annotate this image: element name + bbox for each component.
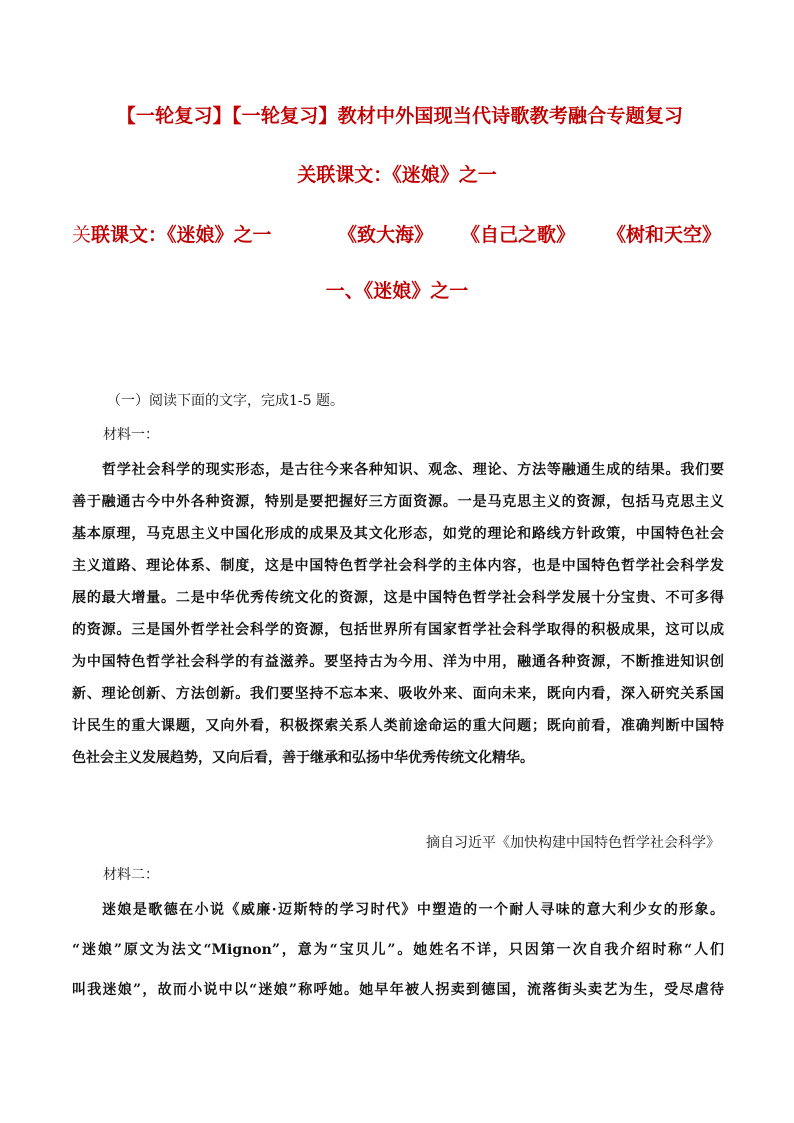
paragraph-line: 哲学社会科学的现实形态，是古往今来各种知识、观念、理论、方法等融通生成的结果。我们要 xyxy=(102,462,724,478)
related-item: 《树和天空》 xyxy=(607,224,722,246)
paragraph-line: 计民生的重大课题，又向外看，积极探索关系人类前途命运的重大问题；既向前看，准确判断中国特 xyxy=(72,718,724,734)
material-one-label: 材料一： xyxy=(103,427,159,443)
related-label: 联课文：《迷娘》之一 xyxy=(91,224,272,246)
material-two-label: 材料二： xyxy=(103,867,159,883)
paragraph-line: 色社会主义发展趋势，又向后看，善于继承和弘扬中华优秀传统文化精华。 xyxy=(72,750,534,766)
material-one-source: 摘自习近平《加快构建中国特色哲学社会科学》 xyxy=(426,835,720,851)
paragraph-line: 的资源。三是国外哲学社会科学的资源，包括世界所有国家哲学社会科学取得的积极成果，这可以成 xyxy=(72,622,724,638)
paragraph-line: 主义道路、理论体系、制度，这是中国特色哲学社会科学的主体内容，也是中国特色哲学社会科学发 xyxy=(72,558,724,574)
section-heading: 一、《迷娘》之一 xyxy=(325,280,469,302)
material-two-paragraph xyxy=(72,894,724,1014)
related-item: 《致大海》 xyxy=(338,224,434,246)
document-subtitle: 关联课文：《迷娘》之一 xyxy=(297,164,497,186)
paragraph-line: 善于融通古今中外各种资源，特别是要把握好三方面资源。一是马克思主义的资源，包括马克思主义 xyxy=(72,494,724,510)
question-instruction: （一）阅读下面的文字，完成1-5 题。 xyxy=(107,393,344,409)
material-one-paragraph xyxy=(72,454,724,774)
related-item: 《自己之歌》 xyxy=(461,224,576,246)
paragraph-line: 叫我迷娘”，故而小说中以“迷娘”称呼她。她早年被人拐卖到德国，流落街头卖艺为生，受尽虐待 xyxy=(72,982,724,998)
document-title: 【一轮复习】【一轮复习】教材中外国现当代诗歌教考融合专题复习 xyxy=(116,105,684,127)
paragraph-line: 为中国特色哲学社会科学的有益滋养。要坚持古为今用、洋为中用，融通各种资源，不断推进知识创 xyxy=(72,654,724,670)
paragraph-line: 新、理论创新、方法创新。我们要坚持不忘本来、吸收外来、面向未来，既向内看，深入研究关系国 xyxy=(72,686,724,702)
paragraph-line: “迷娘”原文为法文“Mignon”，意为“宝贝儿”。她姓名不详，只因第一次自我介绍时称“人们 xyxy=(72,942,724,958)
paragraph-line: 展的最大增量。二是中华优秀传统文化的资源，这是中国特色哲学社会科学发展十分宝贵、不可多得 xyxy=(72,590,724,606)
paragraph-line: 迷娘是歌德在小说《威廉·迈斯特的学习时代》中塑造的一个耐人寻味的意大利少女的形象。 xyxy=(102,902,724,918)
paragraph-line: 基本原理，马克思主义中国化形成的成果及其文化形态，如党的理论和路线方针政策，中国特色社会 xyxy=(72,526,724,542)
related-prefix: 关 xyxy=(72,224,92,246)
